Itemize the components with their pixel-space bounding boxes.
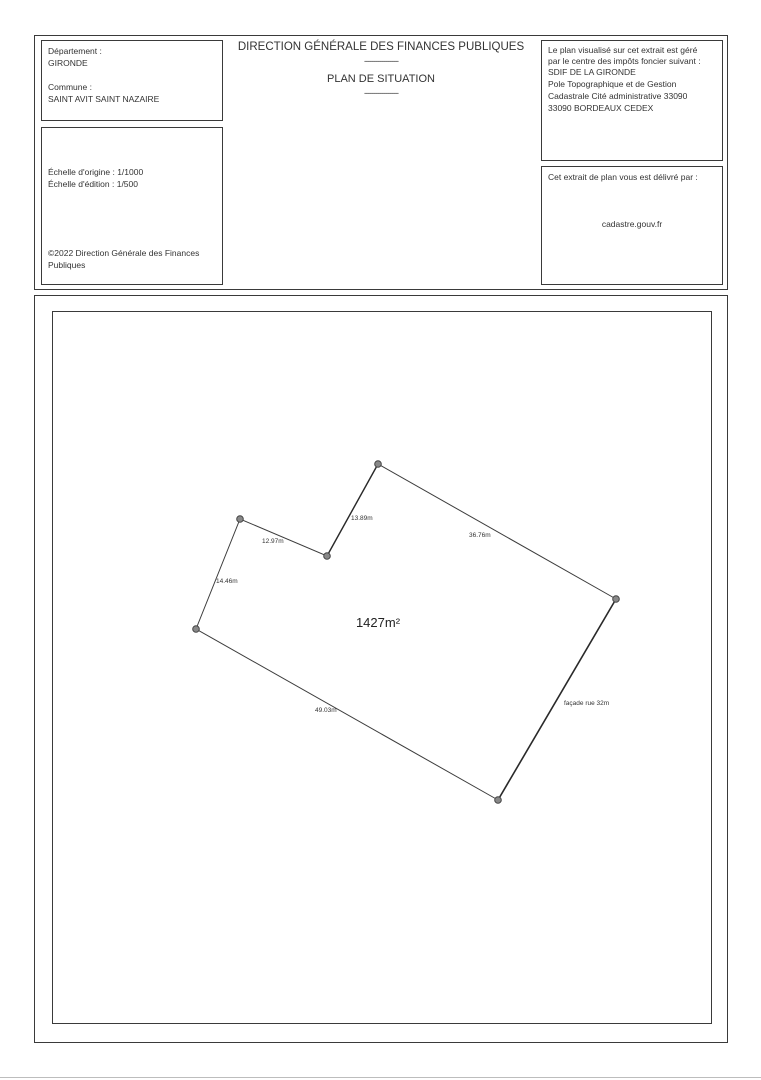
managing-office-line: Le plan visualisé sur cet extrait est géré	[548, 45, 698, 55]
delivered-by-value: cadastre.gouv.fr	[601, 219, 663, 229]
survey-marker	[613, 596, 620, 603]
subtitle-separator: -----------------	[364, 88, 398, 98]
edge-label-south: 49.03m	[315, 707, 337, 714]
edge-label-notch: 13.89m	[351, 515, 373, 522]
edge-label-northeast: 36.76m	[469, 532, 491, 539]
commune-value: SAINT AVIT SAINT NAZAIRE	[48, 94, 160, 104]
managing-office-line: Cadastrale Cité administrative 33090	[548, 91, 688, 101]
survey-marker	[375, 461, 382, 468]
copyright-line2: Publiques	[48, 260, 86, 270]
commune-label: Commune :	[48, 82, 92, 92]
edge-label-northwest: 12.97m	[262, 538, 284, 545]
document-subtitle: PLAN DE SITUATION	[327, 73, 435, 85]
managing-office-line: SDIF DE LA GIRONDE	[548, 67, 636, 77]
survey-marker	[324, 553, 331, 560]
scan-edge-line	[0, 1077, 761, 1078]
scale-origin: Échelle d'origine : 1/1000	[48, 167, 144, 177]
survey-marker	[193, 626, 200, 633]
parcel-area-label: 1427m²	[355, 615, 401, 630]
edge-label-west: 14.46m	[216, 578, 238, 585]
parcel-outline	[196, 464, 616, 800]
department-label: Département :	[48, 46, 102, 56]
managing-office-line: par le centre des impôts foncier suivant :	[548, 56, 701, 66]
managing-office-line: Pole Topographique et de Gestion	[548, 79, 677, 89]
managing-office-line: 33090 BORDEAUX CEDEX	[548, 103, 654, 113]
scale-edition: Échelle d'édition : 1/500	[48, 179, 138, 189]
delivered-by-label: Cet extrait de plan vous est délivré par :	[548, 172, 698, 182]
department-value: GIRONDE	[48, 58, 88, 68]
survey-marker	[237, 516, 244, 523]
copyright-line1: ©2022 Direction Générale des Finances	[48, 248, 200, 258]
notch-edge-highlight	[327, 464, 378, 556]
edge-label-east: façade rue 32m	[564, 700, 610, 707]
title-separator: -----------------	[364, 56, 398, 66]
page-title: DIRECTION GÉNÉRALE DES FINANCES PUBLIQUES	[237, 41, 525, 53]
survey-marker	[495, 797, 502, 804]
